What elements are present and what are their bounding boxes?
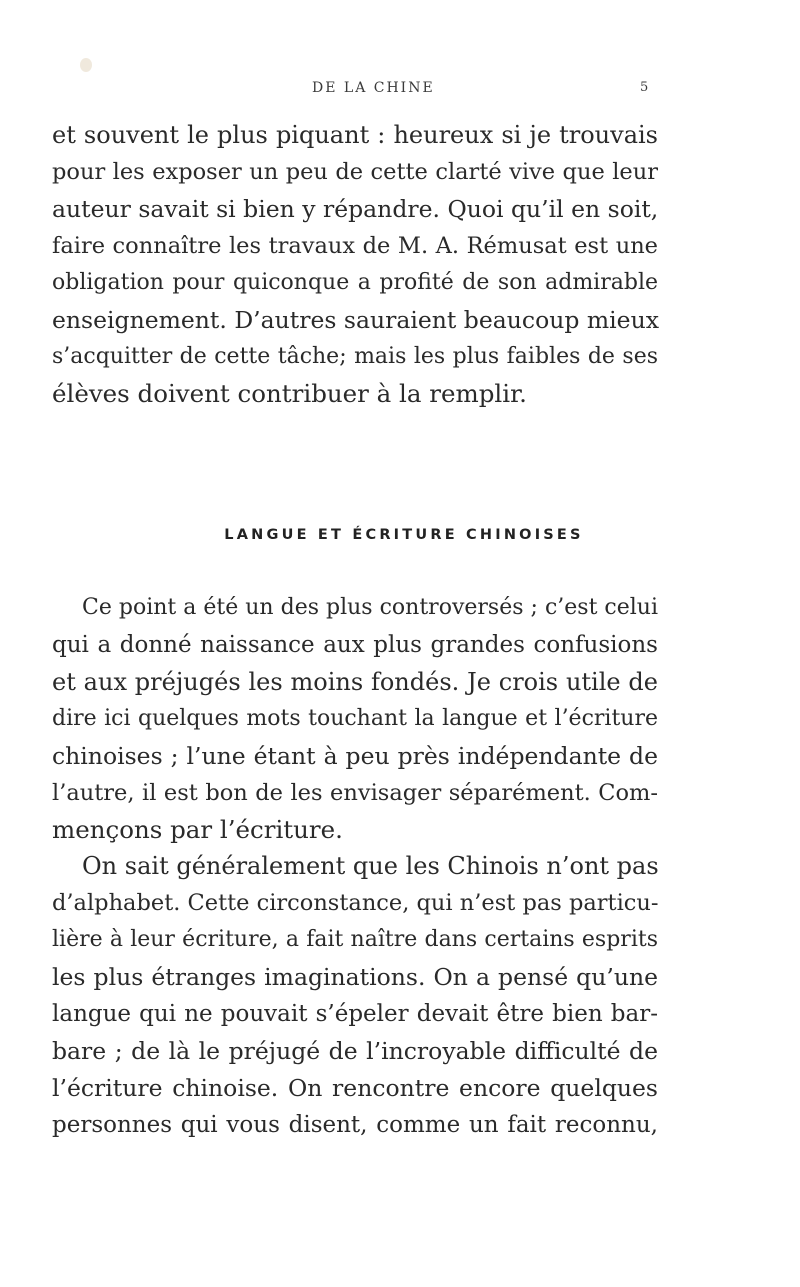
text-line: les plus étranges imaginations. On a pensé qu’une — [52, 963, 658, 991]
text-line: d’alphabet. Cette circonstance, qui n’est pas particu- — [52, 890, 659, 916]
text-line: On sait généralement que les Chinois n’ont pas — [82, 852, 659, 880]
text-line: lière à leur écriture, a fait naître dans certains esprits — [52, 927, 658, 952]
text-line: chinoises ; l’une étant à peu près indépendante de — [52, 742, 658, 770]
text-line: et aux préjugés les moins fondés. Je crois utile de — [52, 668, 658, 696]
section-heading: LANGUE ET ÉCRITURE CHINOISES — [224, 527, 584, 543]
text-line: faire connaître les travaux de M. A. Rémusat est une — [52, 233, 658, 259]
text-line: l’écriture chinoise. On rencontre encore quelques — [52, 1074, 658, 1102]
text-line: mençons par l’écriture. — [52, 815, 343, 844]
text-line: langue qui ne pouvait s’épeler devait être bien bar- — [52, 1001, 658, 1027]
text-line: et souvent le plus piquant : heureux si je trouvais — [52, 121, 658, 149]
text-line: dire ici quelques mots touchant la langue et l’écriture — [52, 706, 658, 731]
text-line: personnes qui vous disent, comme un fait reconnu, — [52, 1112, 658, 1138]
text-line: bare ; de là le préjugé de l’incroyable difficulté de — [52, 1037, 658, 1065]
text-line: l’autre, il est bon de les envisager séparément. Com- — [52, 780, 658, 806]
running-title: DE LA CHINE — [312, 80, 435, 96]
text-line: obligation pour quiconque a profité de son admirable — [52, 270, 658, 295]
text-line: élèves doivent contribuer à la remplir. — [52, 379, 527, 408]
text-line: s’acquitter de cette tâche; mais les plus faibles de ses — [52, 344, 658, 369]
text-line: auteur savait si bien y répandre. Quoi qu’il en soit, — [52, 195, 659, 223]
running-head — [0, 80, 800, 102]
text-line: Ce point a été un des plus controversés ; c’est celui — [82, 595, 658, 620]
page-number: 5 — [640, 80, 649, 95]
text-line: enseignement. D’autres sauraient beaucoup mieux — [52, 306, 659, 334]
text-line: pour les exposer un peu de cette clarté vive que leur — [52, 159, 658, 185]
paper-stain — [80, 58, 92, 72]
text-line: qui a donné naissance aux plus grandes confusions — [52, 632, 658, 658]
